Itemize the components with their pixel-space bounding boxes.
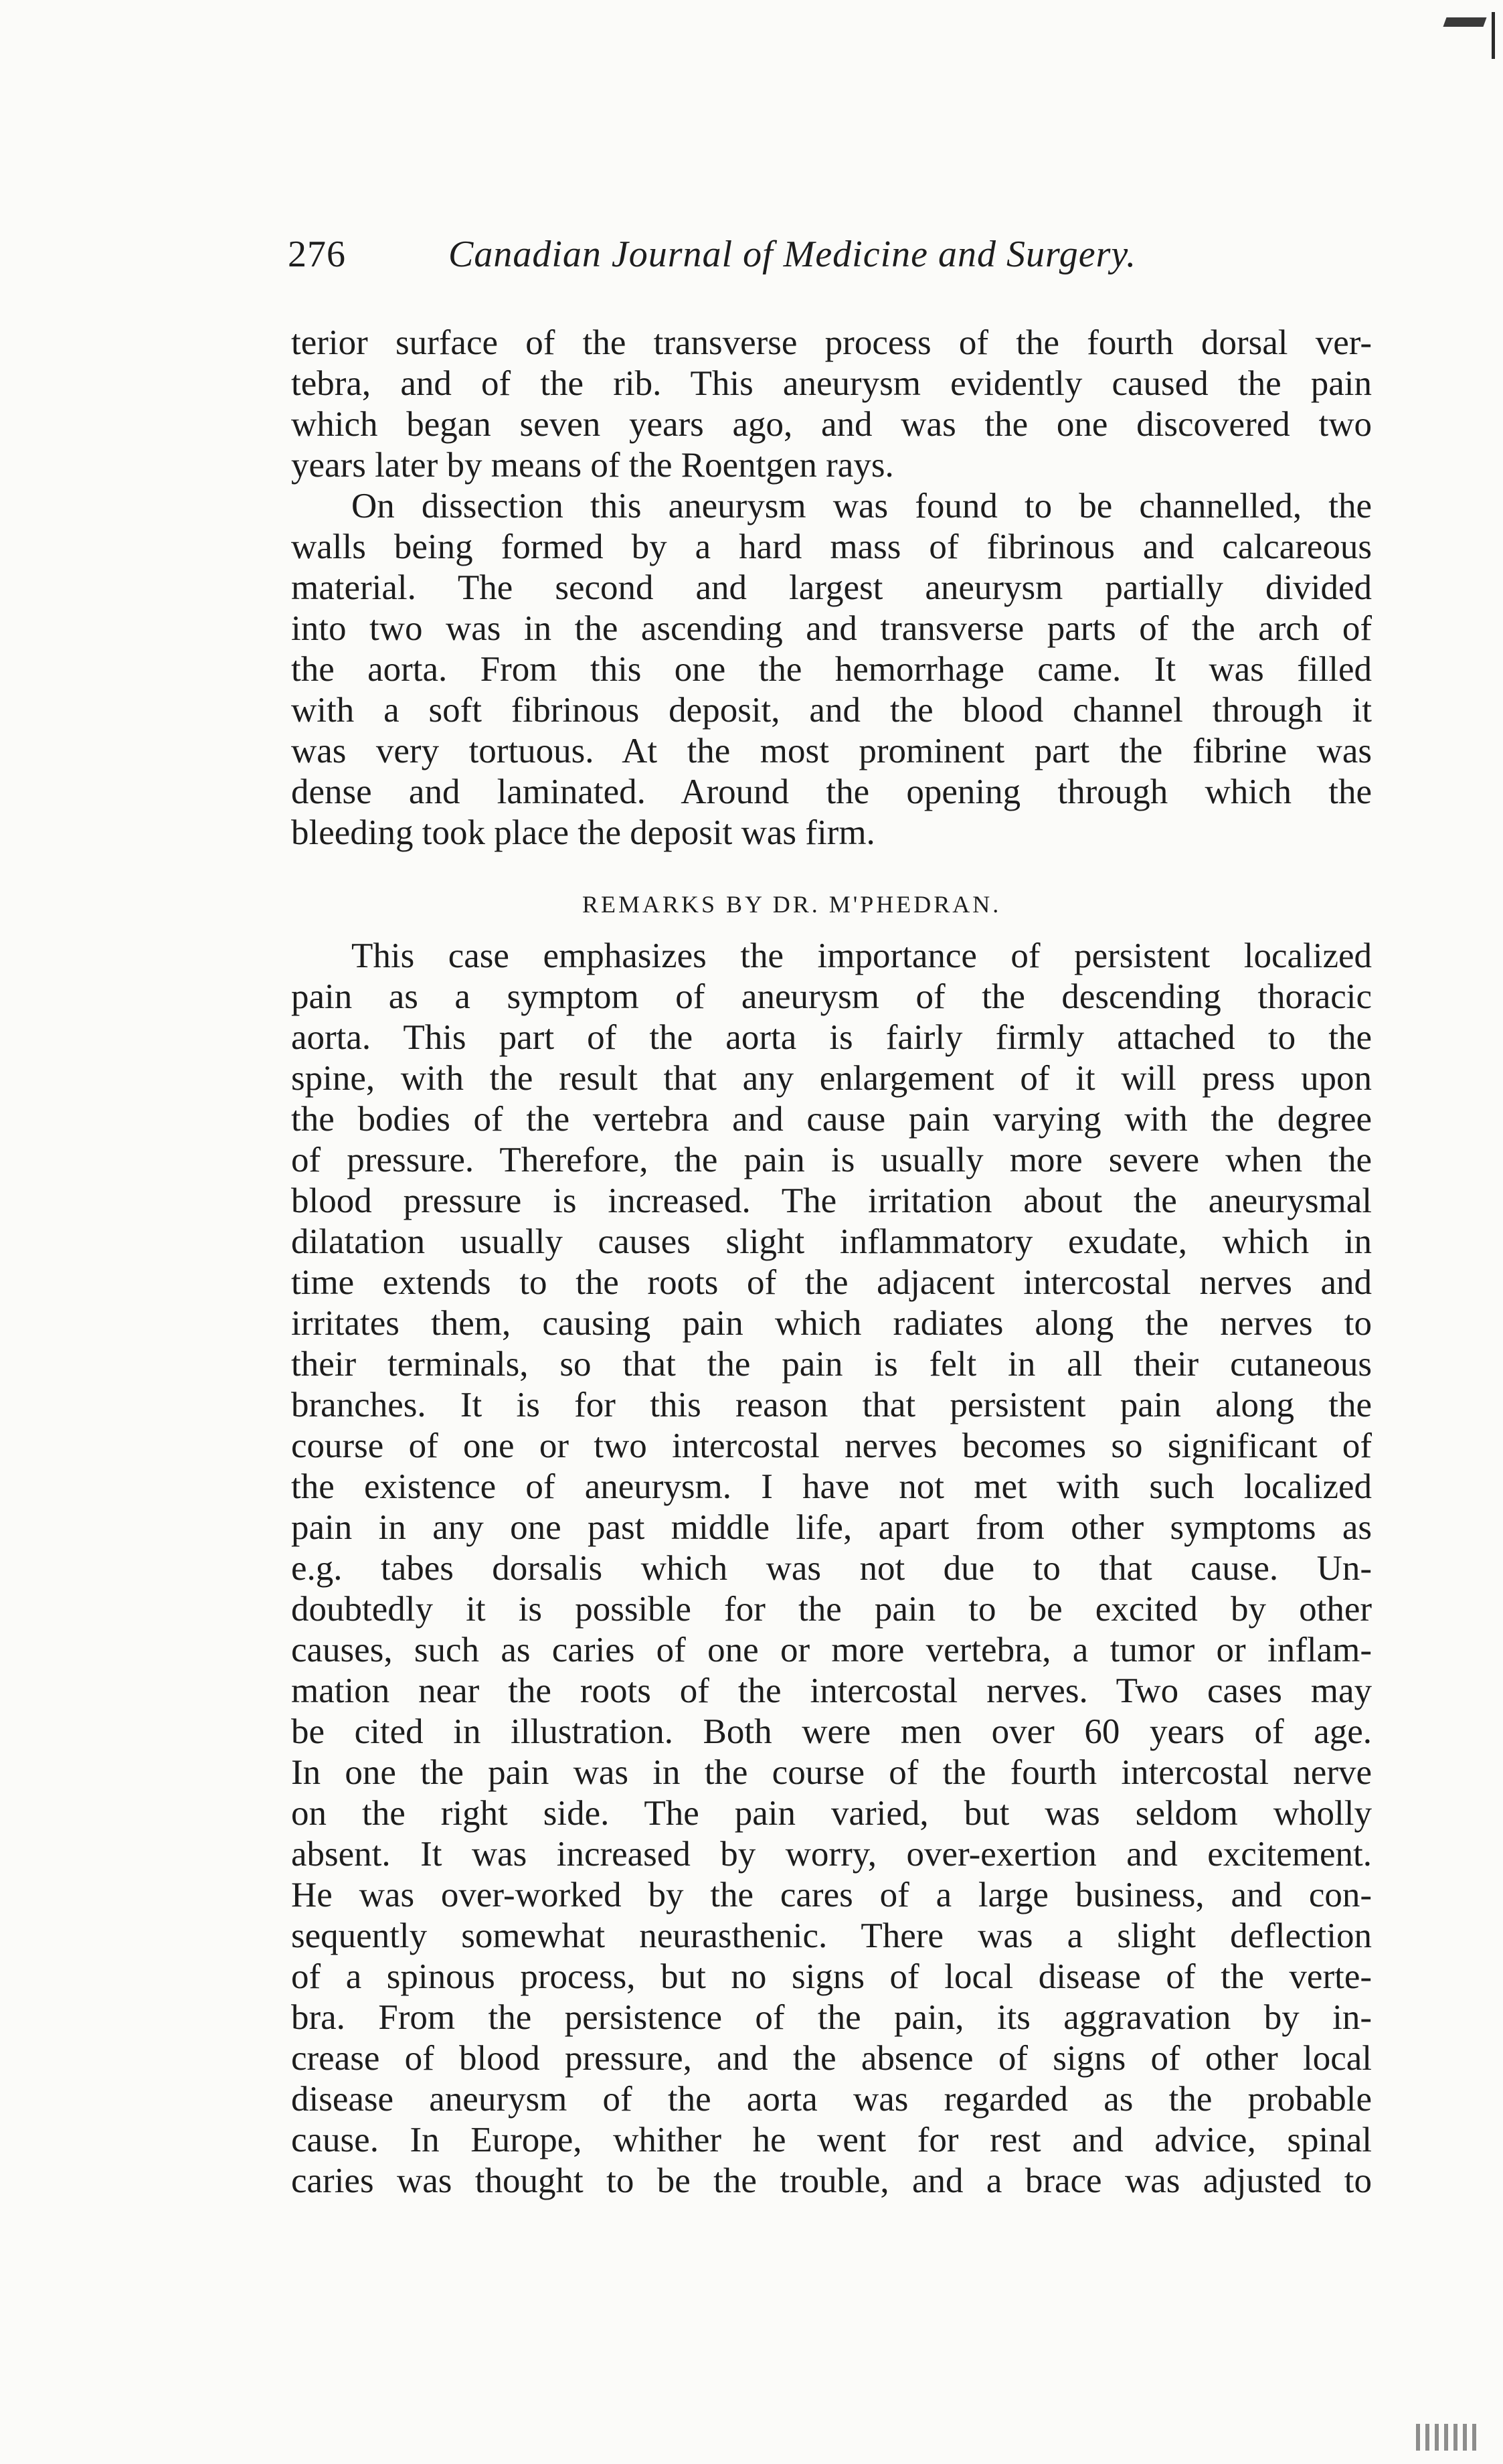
text-line: course of one or two intercostal nerves becomes so significant of <box>291 1426 1372 1465</box>
text-line: the bodies of the vertebra and cause pain varying with the degree <box>291 1100 1372 1139</box>
page-header <box>288 233 1238 286</box>
text-line: the existence of aneurysm. I have not met with such localized <box>291 1467 1372 1506</box>
text-line: walls being formed by a hard mass of fibrinous and calcareous <box>291 527 1372 566</box>
text-line: e.g. tabes dorsalis which was not due to that cause. Un- <box>291 1549 1372 1588</box>
scan-artifact-bottom <box>1416 2424 1476 2451</box>
text-line: On dissection this aneurysm was found to be channelled, the <box>351 487 1372 525</box>
text-line: irritates them, causing pain which radiates along the nerves to <box>291 1304 1372 1343</box>
text-line: of a spinous process, but no signs of local disease of the verte- <box>291 1957 1372 1996</box>
text-line: causes, such as caries of one or more vertebra, a tumor or inflam- <box>291 1631 1372 1669</box>
text-line: caries was thought to be the trouble, and a brace was adjusted to <box>291 2161 1372 2200</box>
running-title: Canadian Journal of Medicine and Surgery. <box>448 234 1137 275</box>
paragraph-block-2 <box>291 936 1372 2202</box>
text-line: He was over-worked by the cares of a large business, and con- <box>291 1876 1372 1914</box>
text-line: bra. From the persistence of the pain, its aggravation by in- <box>291 1998 1372 2037</box>
text-line: branches. It is for this reason that persistent pain along the <box>291 1386 1372 1424</box>
text-line: be cited in illustration. Both were men over 60 years of age. <box>291 1712 1372 1751</box>
text-line: was very tortuous. At the most prominent part the fibrine was <box>291 732 1372 770</box>
text-line: which began seven years ago, and was the one discovered two <box>291 405 1372 444</box>
text-line: tebra, and of the rib. This aneurysm evidently caused the pain <box>291 364 1372 403</box>
text-line: aorta. This part of the aorta is fairly firmly attached to the <box>291 1018 1372 1057</box>
text-line: pain in any one past middle life, apart from other symptoms as <box>291 1508 1372 1547</box>
text-line: mation near the roots of the intercostal nerves. Two cases may <box>291 1671 1372 1710</box>
text-line: spine, with the result that any enlargement of it will press upon <box>291 1059 1372 1098</box>
text-line: into two was in the ascending and transverse parts of the arch of <box>291 609 1372 648</box>
paragraph-block-1 <box>291 323 1372 853</box>
text-line: on the right side. The pain varied, but was seldom wholly <box>291 1794 1372 1833</box>
text-line: blood pressure is increased. The irritation about the aneurysmal <box>291 1181 1372 1220</box>
text-line: dense and laminated. Around the opening through which the <box>291 772 1372 811</box>
text-line: doubtedly it is possible for the pain to be excited by other <box>291 1590 1372 1629</box>
text-line: years later by means of the Roentgen rays. <box>291 446 894 485</box>
text-line: the aorta. From this one the hemorrhage came. It was filled <box>291 650 1372 689</box>
text-line: disease aneurysm of the aorta was regarded as the probable <box>291 2080 1372 2119</box>
text-line: sequently somewhat neurasthenic. There was a slight deflection <box>291 1916 1372 1955</box>
text-line: absent. It was increased by worry, over-exertion and excitement. <box>291 1835 1372 1874</box>
text-line: time extends to the roots of the adjacent intercostal nerves and <box>291 1263 1372 1302</box>
text-line: material. The second and largest aneurysm partially divided <box>291 568 1372 607</box>
text-line: bleeding took place the deposit was firm. <box>291 813 875 852</box>
scan-artifact-top <box>1431 12 1495 59</box>
section-heading: REMARKS BY DR. M'PHEDRAN. <box>582 891 1002 918</box>
text-line: pain as a symptom of aneurysm of the descending thoracic <box>291 977 1372 1016</box>
text-line: of pressure. Therefore, the pain is usually more severe when the <box>291 1141 1372 1179</box>
text-line: dilatation usually causes slight inflammatory exudate, which in <box>291 1222 1372 1261</box>
text-line: In one the pain was in the course of the fourth intercostal nerve <box>291 1753 1372 1792</box>
text-line: with a soft fibrinous deposit, and the blood channel through it <box>291 691 1372 730</box>
text-line: terior surface of the transverse process of the fourth dorsal ver- <box>291 323 1372 362</box>
text-line: crease of blood pressure, and the absence of signs of other local <box>291 2039 1372 2078</box>
text-line: cause. In Europe, whither he went for rest and advice, spinal <box>291 2121 1372 2159</box>
page-number: 276 <box>288 234 346 275</box>
text-line: This case emphasizes the importance of persistent localized <box>351 936 1372 975</box>
text-line: their terminals, so that the pain is felt in all their cutaneous <box>291 1345 1372 1384</box>
